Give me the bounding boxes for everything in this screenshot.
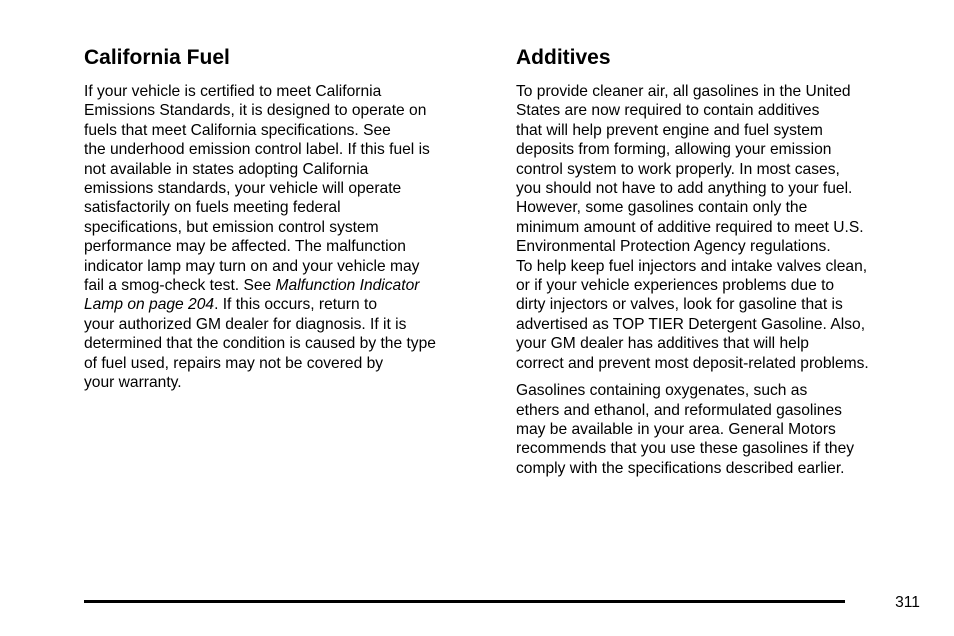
text-line: may be available in your area. General Motors xyxy=(516,420,836,438)
text-line: control system to work properly. In most cases, xyxy=(516,160,840,178)
text-line: your authorized GM dealer for diagnosis. If it is xyxy=(84,315,407,333)
text-line: that will help prevent engine and fuel system xyxy=(516,121,823,139)
text-line: fuels that meet California specifications. See xyxy=(84,121,391,139)
page-number: 311 xyxy=(895,594,920,611)
text-line: determined that the condition is caused by the type xyxy=(84,335,436,353)
text-line: not available in states adopting California xyxy=(84,160,369,178)
text-line: States are now required to contain additives xyxy=(516,102,820,120)
additives-section xyxy=(516,44,926,478)
section-heading-additives: Additives xyxy=(516,46,611,69)
text-line: of fuel used, repairs may not be covered by xyxy=(84,354,384,372)
additives-paragraph-1 xyxy=(516,82,926,373)
text-line: ethers and ethanol, and reformulated gasolines xyxy=(516,401,842,419)
california-fuel-paragraph xyxy=(84,82,494,393)
text-line: If your vehicle is certified to meet California xyxy=(84,83,382,100)
text-line: the underhood emission control label. If this fuel is xyxy=(84,141,430,159)
text-line: To help keep fuel injectors and intake valves clean, xyxy=(516,257,868,275)
text-line: you should not have to add anything to your fuel. xyxy=(516,180,853,198)
text-line: minimum amount of additive required to meet U.S. xyxy=(516,218,864,236)
text-line: or if your vehicle experiences problems due to xyxy=(516,277,835,295)
text-line: emissions standards, your vehicle will operate xyxy=(84,180,402,198)
section-heading-california-fuel: California Fuel xyxy=(84,46,230,69)
california-fuel-section xyxy=(84,44,494,393)
text-line: recommends that you use these gasolines if they xyxy=(516,440,855,458)
text-line: To provide cleaner air, all gasolines in the United xyxy=(516,83,851,100)
text-line: performance may be affected. The malfunction xyxy=(84,238,406,256)
text-line: your GM dealer has additives that will help xyxy=(516,335,809,353)
text-line: Emissions Standards, it is designed to operate on xyxy=(84,102,427,120)
text-line: advertised as TOP TIER Detergent Gasoline. Also, xyxy=(516,315,866,333)
text-line: Environmental Protection Agency regulations. xyxy=(516,238,831,256)
text-line: satisfactorily on fuels meeting federal xyxy=(84,199,341,217)
footer-rule xyxy=(84,600,845,603)
text-segment: fail a smog-check test. See xyxy=(84,277,276,295)
text-line: correct and prevent most deposit-related problems. xyxy=(516,354,869,372)
additives-paragraph-2 xyxy=(516,381,926,478)
text-line: Gasolines containing oxygenates, such as xyxy=(516,382,808,400)
text-segment: . If this occurs, return to xyxy=(214,296,377,314)
cross-reference-link[interactable]: Lamp on page 204 xyxy=(84,296,215,314)
text-line-with-reference xyxy=(84,295,494,314)
text-line: deposits from forming, allowing your emission xyxy=(516,141,832,159)
cross-reference-link[interactable]: Malfunction Indicator xyxy=(275,277,420,295)
text-line: specifications, but emission control system xyxy=(84,218,379,236)
text-line-with-reference xyxy=(84,276,494,295)
text-line: However, some gasolines contain only the xyxy=(516,199,808,217)
text-line: indicator lamp may turn on and your vehicle may xyxy=(84,257,420,275)
text-line: dirty injectors or valves, look for gasoline that is xyxy=(516,296,843,314)
text-line: your warranty. xyxy=(84,374,182,392)
text-line: comply with the specifications described earlier. xyxy=(516,459,845,477)
